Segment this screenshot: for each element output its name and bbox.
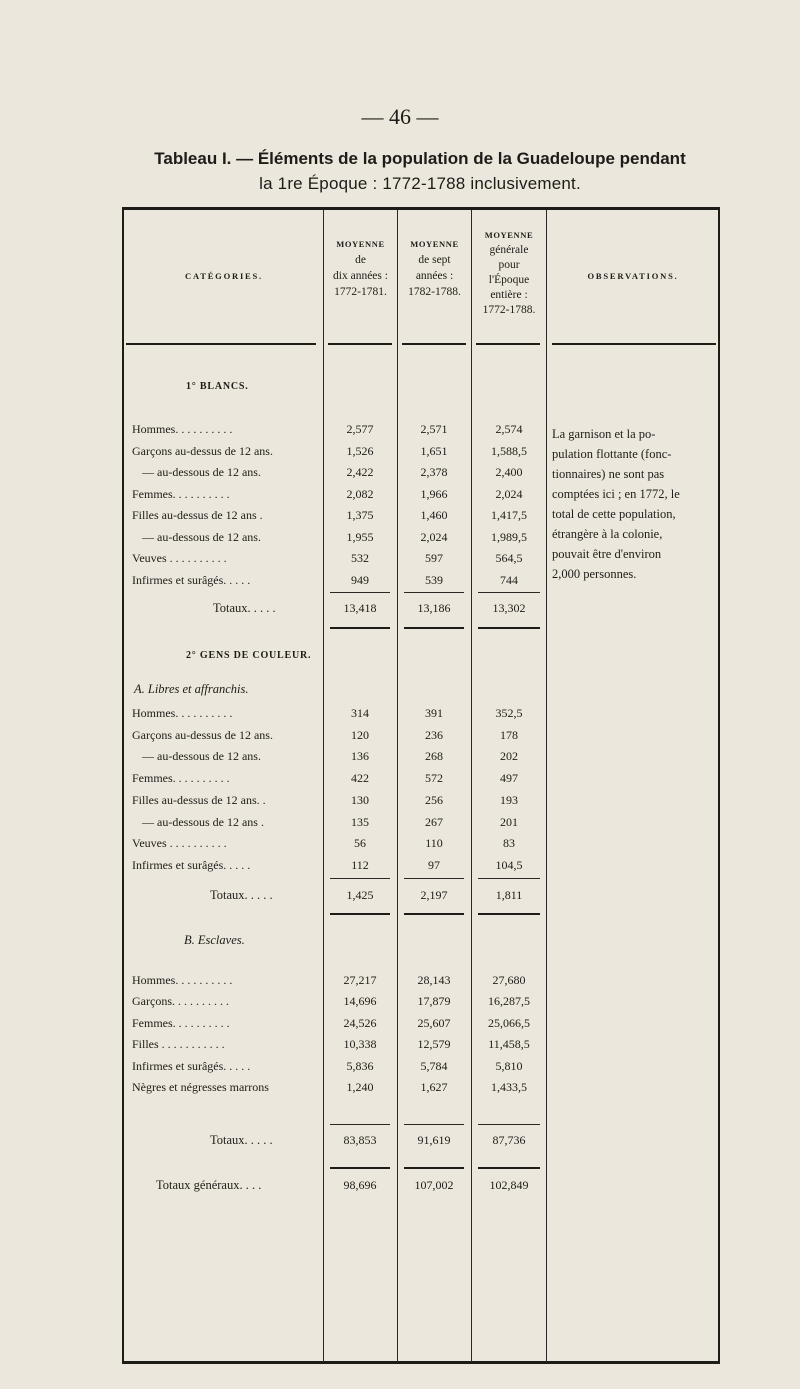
row-value-v1: 24,526	[343, 1015, 377, 1030]
total-rule-esclaves-bottom-2	[404, 1167, 464, 1169]
section-esclaves: B. Esclaves.	[184, 933, 245, 947]
header-rule-col2	[402, 343, 466, 345]
esclaves-total-label: Totaux. . . . .	[210, 1133, 273, 1147]
row-value-v2: 236	[425, 727, 443, 742]
grand-total-label: Totaux généraux. . . .	[156, 1178, 262, 1192]
row-value-v1: 120	[351, 727, 369, 742]
row-value-v2: 12,579	[417, 1037, 451, 1052]
title-line-1: Tableau I. — Éléments de la population de la Guadeloupe pendant	[154, 149, 686, 168]
libres-total-v3: 1,811	[495, 888, 523, 902]
row-value-v3: 201	[500, 814, 518, 829]
row-value-v3: 25,066,5	[488, 1015, 530, 1030]
row-value-v3: 27,680	[492, 973, 526, 987]
row-label: Nègres et négresses marrons	[132, 1080, 269, 1094]
libres-total-v1: 1,425	[346, 888, 374, 902]
header-rule-observations	[552, 343, 716, 345]
column-divider-3	[471, 210, 472, 1362]
row-value-v2: 256	[425, 792, 443, 807]
row-label: Filles . . . . . . . . . . .	[132, 1037, 225, 1052]
row-value-v3: 564,5	[495, 551, 523, 565]
row-label: Filles au-dessus de 12 ans .	[132, 508, 263, 522]
column-divider-1	[323, 210, 324, 1362]
observation-line: tionnaires) ne sont pas	[552, 467, 665, 481]
row-value-v3: 5,810	[495, 1058, 523, 1073]
total-rule-blancs-top-1	[330, 592, 390, 593]
row-label: Hommes. . . . . . . . . .	[132, 706, 233, 720]
libres-total-label: Totaux. . . . .	[210, 888, 273, 902]
total-rule-blancs-top-2	[404, 592, 464, 593]
row-value-v1: 112	[351, 857, 369, 872]
row-value-v1: 136	[351, 749, 369, 764]
total-rule-blancs-top-3	[478, 592, 540, 593]
row-value-v2: 268	[425, 749, 443, 764]
row-label: Filles au-dessus de 12 ans. .	[132, 792, 266, 807]
row-value-v2: 28,143	[417, 973, 451, 987]
total-rule-esclaves-top-3	[478, 1124, 540, 1125]
row-value-v3: 1,417,5	[491, 508, 527, 522]
row-value-v1: 130	[351, 792, 369, 807]
total-rule-blancs-bottom-1	[330, 627, 390, 629]
row-value-v2: 1,627	[420, 1080, 448, 1094]
row-value-v1: 2,422	[346, 465, 374, 479]
esclaves-total-v3: 87,736	[492, 1133, 526, 1147]
header-rule-col3	[476, 343, 540, 345]
row-value-v2: 572	[425, 771, 443, 786]
section-blancs: 1° BLANCS.	[186, 381, 249, 392]
section-libres: A. Libres et affranchis.	[134, 682, 249, 696]
header-observations: OBSERVATIONS.	[587, 271, 679, 281]
row-value-v1: 10,338	[343, 1037, 377, 1052]
row-value-v3: 1,433,5	[491, 1080, 527, 1094]
row-value-v2: 2,571	[420, 422, 448, 436]
blancs-total-v3: 13,302	[492, 601, 526, 615]
title-line-2: la 1re Époque : 1772-1788 inclusivement.	[259, 174, 581, 193]
row-value-v2: 1,651	[420, 443, 448, 458]
row-value-v1: 5,836	[346, 1058, 374, 1073]
row-value-v3: 104,5	[495, 857, 523, 872]
header-rule-col1	[328, 343, 392, 345]
grand-total-v3: 102,849	[489, 1178, 529, 1192]
column-divider-4	[546, 210, 547, 1362]
total-rule-esclaves-bottom-1	[330, 1167, 390, 1169]
row-value-v2: 97	[428, 857, 440, 872]
row-value-v1: 422	[351, 771, 369, 786]
esclaves-total-v2: 91,619	[417, 1133, 451, 1147]
row-value-v3: 193	[500, 792, 518, 807]
row-label: Femmes. . . . . . . . . .	[132, 486, 230, 501]
observation-line: pouvait être d'environ	[552, 547, 662, 561]
total-rule-libres-top-1	[330, 878, 390, 879]
row-value-v1: 27,217	[343, 973, 377, 987]
row-label: Garçons au-dessus de 12 ans.	[132, 727, 273, 742]
row-label: Infirmes et surâgés. . . . .	[132, 572, 251, 587]
row-value-v2: 539	[425, 572, 443, 587]
row-value-v1: 2,082	[346, 486, 374, 501]
header-col1: MOYENNE de dix années : 1772-1781.	[333, 239, 388, 298]
page-number: — 46 —	[361, 104, 439, 129]
row-value-v2: 17,879	[417, 994, 451, 1009]
row-value-v3: 202	[500, 749, 518, 764]
row-label: Hommes. . . . . . . . . .	[132, 422, 233, 436]
row-value-v2: 597	[425, 551, 443, 565]
total-rule-esclaves-bottom-3	[478, 1167, 540, 1169]
row-label: — au-dessous de 12 ans .	[142, 814, 264, 829]
row-value-v3: 1,588,5	[491, 443, 527, 458]
row-label: — au-dessous de 12 ans.	[142, 465, 261, 479]
grand-total-v1: 98,696	[343, 1178, 377, 1192]
row-value-v2: 5,784	[420, 1058, 448, 1073]
total-rule-libres-bottom-2	[404, 913, 464, 915]
row-value-v3: 83	[503, 836, 515, 851]
row-value-v2: 391	[425, 706, 443, 720]
observation-line: La garnison et la po-	[552, 427, 656, 441]
total-rule-blancs-bottom-2	[404, 627, 464, 629]
blancs-total-v2: 13,186	[417, 601, 451, 615]
row-label: Infirmes et surâgés. . . . .	[132, 857, 251, 872]
grand-total-v2: 107,002	[414, 1178, 454, 1192]
row-value-v2: 110	[425, 836, 443, 851]
row-value-v3: 352,5	[495, 706, 523, 720]
row-value-v1: 949	[351, 572, 369, 587]
observations-text	[552, 424, 716, 584]
row-value-v3: 16,287,5	[488, 994, 530, 1009]
row-value-v2: 267	[425, 814, 443, 829]
row-value-v1: 1,955	[346, 529, 374, 544]
row-label: Infirmes et surâgés. . . . .	[132, 1058, 251, 1073]
row-value-v3: 1,989,5	[491, 529, 527, 544]
observation-line: pulation flottante (fonc-	[552, 447, 672, 461]
row-label: Femmes. . . . . . . . . .	[132, 771, 230, 786]
observation-line: étrangère à la colonie,	[552, 527, 663, 541]
column-divider-2	[397, 210, 398, 1362]
row-value-v3: 497	[500, 771, 518, 786]
row-value-v2: 2,024	[420, 529, 448, 544]
row-label: Garçons au-dessus de 12 ans.	[132, 443, 273, 458]
row-value-v1: 1,240	[346, 1080, 374, 1094]
row-label: Veuves . . . . . . . . . .	[132, 551, 227, 565]
section-couleur: 2° GENS DE COULEUR.	[186, 650, 312, 661]
row-value-v1: 135	[351, 814, 369, 829]
row-value-v3: 11,458,5	[488, 1037, 530, 1052]
header-categories: CATÉGORIES.	[185, 271, 263, 281]
row-value-v1: 532	[351, 551, 369, 565]
row-label: — au-dessous de 12 ans.	[142, 749, 261, 764]
row-label: Veuves . . . . . . . . . .	[132, 836, 227, 851]
row-value-v1: 314	[351, 706, 369, 720]
row-value-v1: 1,375	[346, 508, 374, 522]
row-value-v3: 2,024	[495, 486, 523, 501]
row-label: Femmes. . . . . . . . . .	[132, 1015, 230, 1030]
esclaves-total-v1: 83,853	[343, 1133, 377, 1147]
row-label: Hommes. . . . . . . . . .	[132, 973, 233, 987]
row-label: Garçons. . . . . . . . . .	[132, 994, 229, 1009]
row-value-v2: 1,460	[420, 508, 448, 522]
row-value-v3: 178	[500, 727, 518, 742]
total-rule-esclaves-top-2	[404, 1124, 464, 1125]
row-value-v1: 14,696	[343, 994, 377, 1009]
header-col3: MOYENNE générale pour l'Époque entière : 1772-1788.	[482, 230, 536, 316]
row-value-v1: 2,577	[346, 422, 374, 436]
row-value-v3: 744	[500, 572, 518, 587]
table-title	[150, 146, 690, 196]
observation-line: total de cette population,	[552, 507, 676, 521]
blancs-total-label: Totaux. . . . .	[213, 601, 276, 615]
row-label: — au-dessous de 12 ans.	[142, 529, 261, 544]
total-rule-blancs-bottom-3	[478, 627, 540, 629]
blancs-total-v1: 13,418	[343, 601, 377, 615]
observation-line: 2,000 personnes.	[552, 567, 637, 581]
row-value-v2: 1,966	[420, 486, 448, 501]
total-rule-libres-bottom-1	[330, 913, 390, 915]
total-rule-esclaves-top-1	[330, 1124, 390, 1125]
libres-total-v2: 2,197	[420, 888, 448, 902]
row-value-v3: 2,574	[495, 422, 523, 436]
header-rule-categories	[126, 343, 316, 345]
total-rule-libres-top-3	[478, 878, 540, 879]
row-value-v2: 2,378	[420, 465, 448, 479]
row-value-v1: 56	[354, 836, 366, 851]
row-value-v2: 25,607	[417, 1015, 451, 1030]
total-rule-libres-top-2	[404, 878, 464, 879]
total-rule-libres-bottom-3	[478, 913, 540, 915]
header-col2: MOYENNE de sept années : 1782-1788.	[408, 239, 461, 298]
row-value-v3: 2,400	[495, 465, 523, 479]
row-value-v1: 1,526	[346, 443, 374, 458]
observation-line: comptées ici ; en 1772, le	[552, 487, 680, 501]
